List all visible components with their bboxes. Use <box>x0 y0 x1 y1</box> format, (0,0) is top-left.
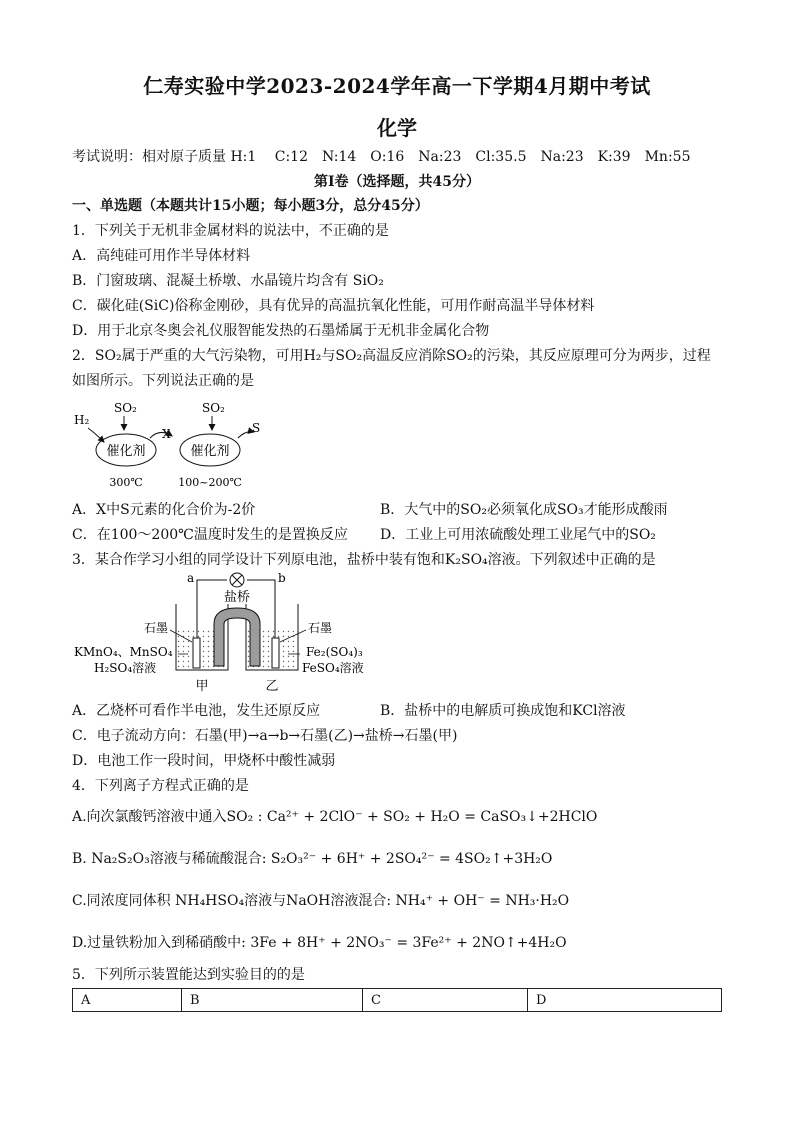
q3-left-solution-line2: H₂SO₄溶液 <box>94 661 157 675</box>
q5-header-b: B <box>182 989 363 1012</box>
q1-option-d: D．用于北京冬奥会礼仪服智能发热的石墨烯属于无机非金属化合物 <box>72 323 490 339</box>
q3-label-b: b <box>278 571 286 585</box>
q3-left-solution-line1: KMnO₄、MnSO₄ <box>74 645 173 659</box>
q3-graphite-right-label: 石墨 <box>308 621 333 635</box>
exam-note: 考试说明：相对原子质量 H:1 C:12 N:14 O:16 Na:23 Cl:35.5 Na:23 K:39 Mn:55 <box>72 149 691 165</box>
q2-option-a: A．X中S元素的化合价为-2价 <box>72 502 256 518</box>
exam-title: 仁寿实验中学2023-2024学年高一下学期4月期中考试 <box>143 74 651 98</box>
q3-option-a: A．乙烧杯可看作半电池，发生还原反应 <box>72 703 321 719</box>
q1-option-c: C．碳化硅(SiC)俗称金刚砂，具有优异的高温抗氧化性能，可用作耐高温半导体材料 <box>72 298 595 314</box>
q5-header-a: A <box>73 989 182 1012</box>
q3-label-jia: 甲 <box>195 679 209 694</box>
q3-right-solution-line1: Fe₂(SO₄)₃ <box>306 645 363 659</box>
q2-so2-label-a: SO₂ <box>114 401 137 415</box>
q2-catalyst-label-a: 催化剂 <box>106 444 146 459</box>
q5-header-d: D <box>528 989 722 1012</box>
q2-temp-b: 100~200℃ <box>178 476 242 489</box>
table-row <box>73 989 722 1012</box>
q2-stem-line2: 如图所示。下列说法正确的是 <box>72 373 254 389</box>
q3-salt-bridge-label: 盐桥 <box>223 590 251 605</box>
q2-reaction-diagram <box>70 398 280 493</box>
q3-graphite-right <box>272 638 279 668</box>
q3-right-solution-line2: FeSO₄溶液 <box>302 661 364 675</box>
q3-graphite-left-label: 石墨 <box>144 621 169 635</box>
q4-option-a: A.向次氯酸钙溶液中通入SO₂ : Ca²⁺ + 2ClO⁻ + SO₂ + H₂O = CaSO₃↓+2HClO <box>72 809 598 825</box>
q2-temp-a: 300℃ <box>109 476 143 489</box>
q3-option-b: B．盐桥中的电解质可换成饱和KCl溶液 <box>380 703 626 719</box>
subject-title: 化学 <box>377 116 417 140</box>
q4-option-c: C.同浓度同体积 NH₄HSO₄溶液与NaOH溶液混合: NH₄⁺ + OH⁻ = NH₃·H₂O <box>72 893 570 909</box>
q3-label-yi: 乙 <box>265 679 279 694</box>
q4-option-b: B. Na₂S₂O₃溶液与稀硫酸混合: S₂O₃²⁻ + 6H⁺ + 2SO₄²⁻ = 4SO₂↑+3H₂O <box>72 851 553 867</box>
q5-stem: 5．下列所示装置能达到实验目的的是 <box>72 967 305 983</box>
q2-option-b: B．大气中的SO₂必须氧化成SO₃才能形成酸雨 <box>380 502 668 518</box>
q1-option-a: A．高纯硅可用作半导体材料 <box>72 248 251 264</box>
q2-option-c: C．在100～200℃温度时发生的是置换反应 <box>72 527 348 543</box>
q2-x-label: X <box>162 427 171 441</box>
q5-header-c: C <box>363 989 528 1012</box>
q3-salt-bridge <box>214 608 260 666</box>
q3-option-c: C．电子流动方向：石墨(甲)→a→b→石墨(乙)→盐桥→石墨(甲) <box>72 728 458 744</box>
q2-option-d: D．工业上可用浓硫酸处理工业尾气中的SO₂ <box>380 527 656 543</box>
section-title: 第Ⅰ卷（选择题，共45分） <box>313 174 481 190</box>
q3-stem: 3．某合作学习小组的同学设计下列原电池，盐桥中装有饱和K₂SO₄溶液。下列叙述中正确的是 <box>72 552 656 568</box>
q2-so2-label-b: SO₂ <box>202 401 225 415</box>
q5-apparatus-table <box>72 988 722 1012</box>
q3-graphite-left <box>193 638 200 668</box>
q3-label-a: a <box>187 571 195 585</box>
q2-s-label: S <box>252 421 261 435</box>
q4-stem: 4．下列离子方程式正确的是 <box>72 778 249 794</box>
q4-option-d: D.过量铁粉加入到稀硝酸中: 3Fe + 8H⁺ + 2NO₃⁻ = 3Fe²⁺ + 2NO↑+4H₂O <box>72 935 567 951</box>
q2-stem-line1: 2．SO₂属于严重的大气污染物，可用H₂与SO₂高温反应消除SO₂的污染，其反应原理可分为两步，过程 <box>72 348 711 364</box>
q2-catalyst-label-b: 催化剂 <box>190 444 230 459</box>
part-title: 一、单选题（本题共计15小题；每小题3分，总分45分） <box>72 198 429 214</box>
q3-bulb-icon <box>230 573 244 587</box>
q3-galvanic-cell-diagram <box>72 570 382 694</box>
q3-option-d: D．电池工作一段时间，甲烧杯中酸性减弱 <box>72 753 336 769</box>
q2-h2-label: H₂ <box>74 413 90 427</box>
q1-option-b: B．门窗玻璃、混凝土桥墩、水晶镜片均含有 SiO₂ <box>72 273 384 289</box>
q1-stem: 1．下列关于无机非金属材料的说法中，不正确的是 <box>72 223 389 239</box>
